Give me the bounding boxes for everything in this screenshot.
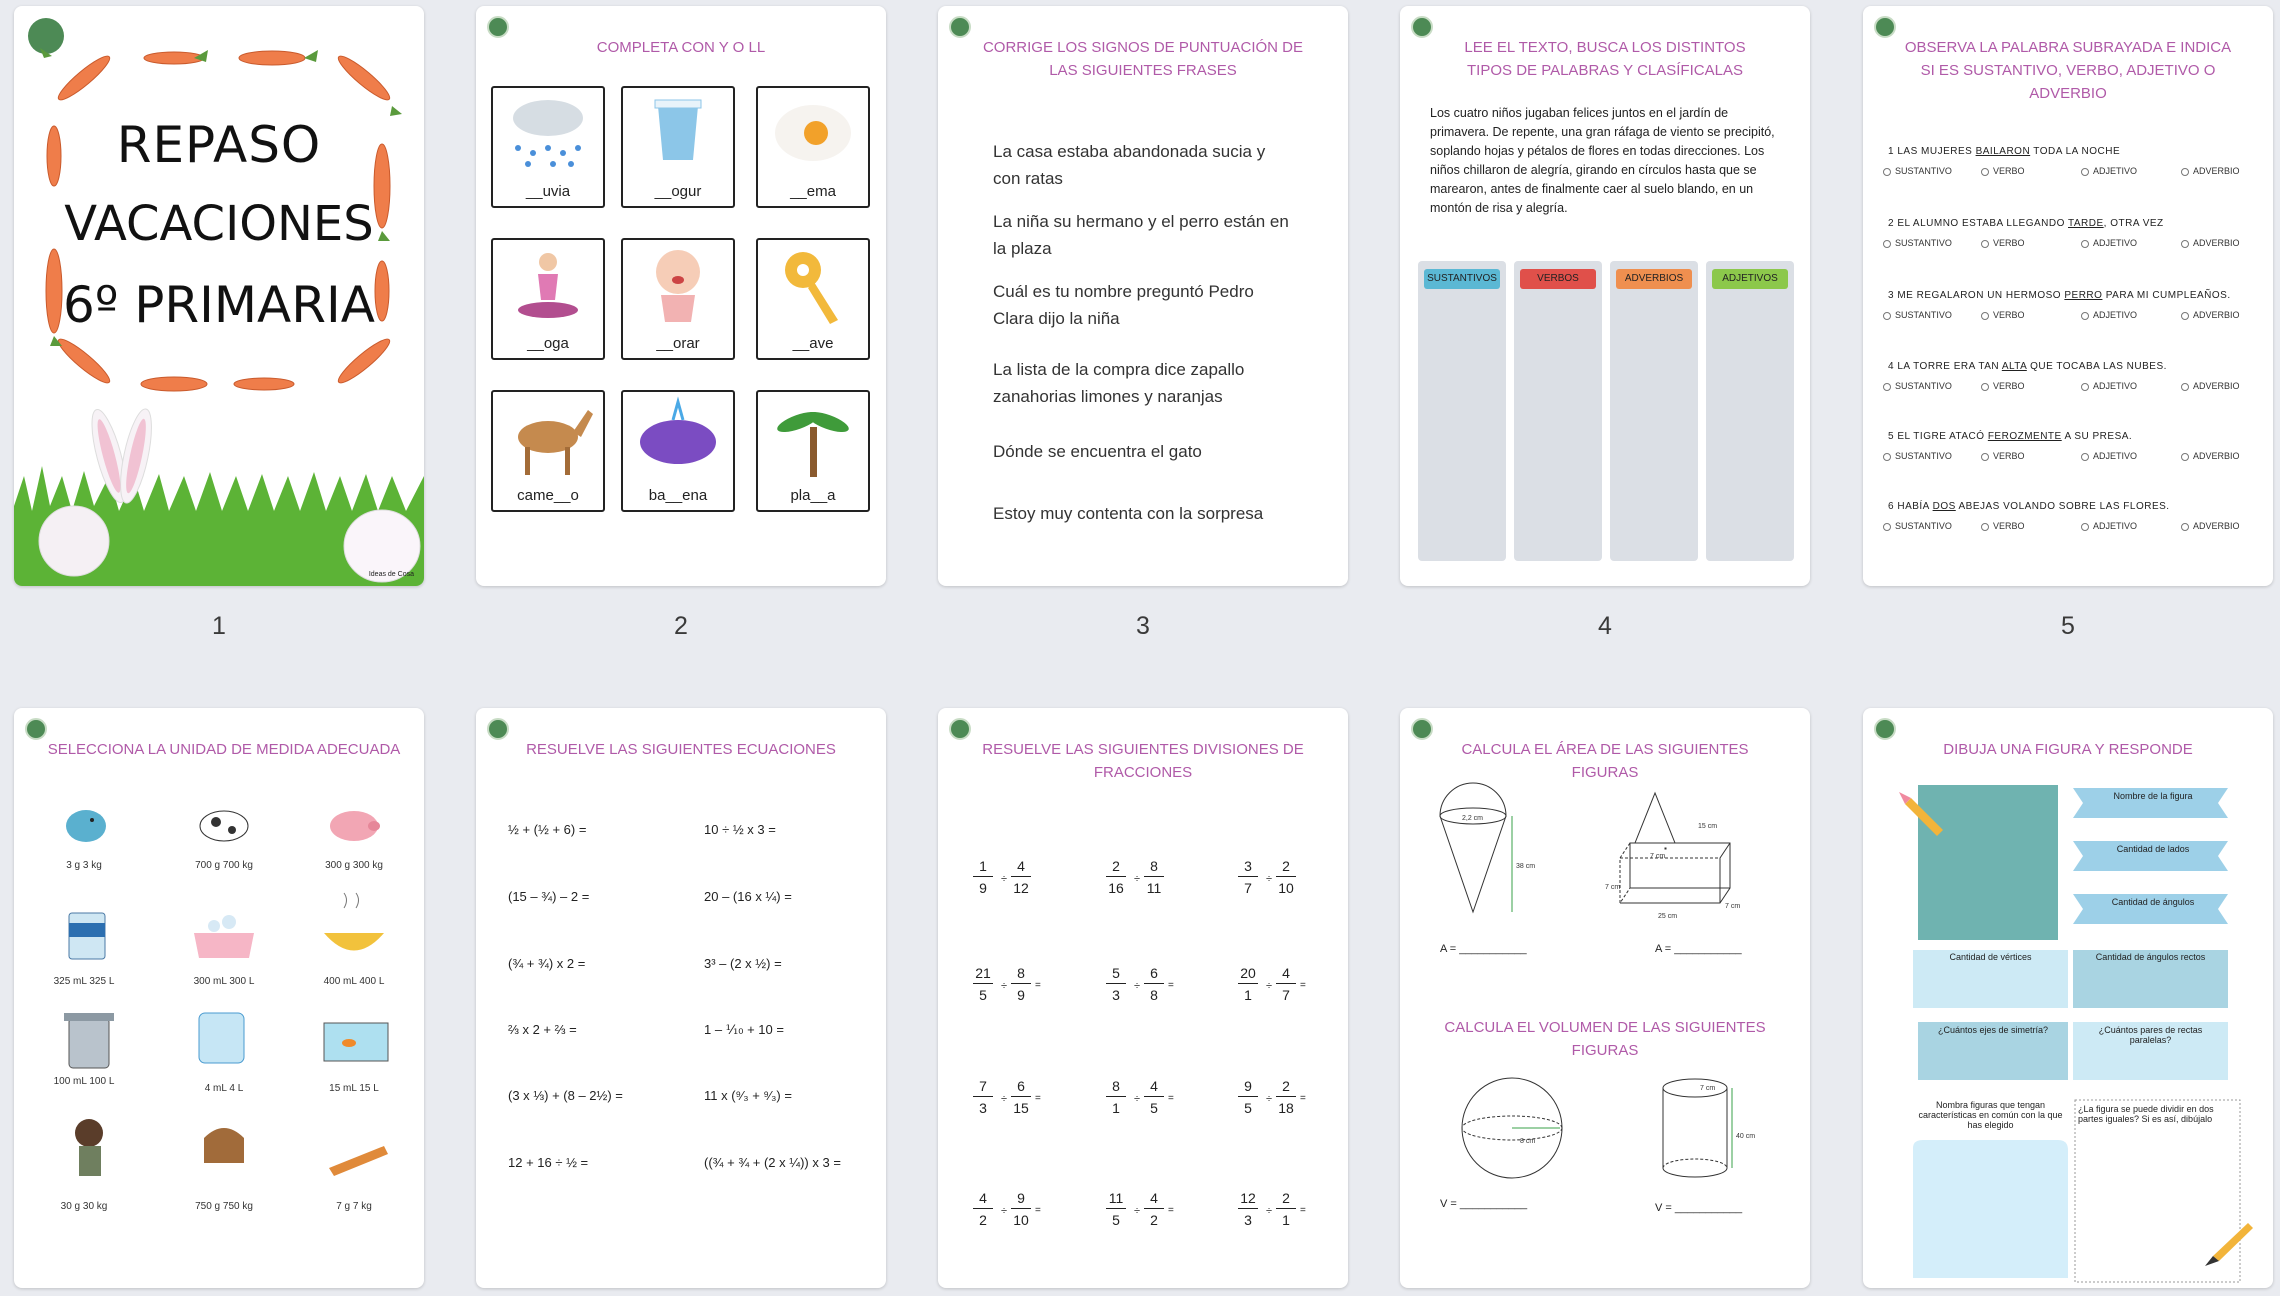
page-title: LEE EL TEXTO, BUSCA LOS DISTINTOS TIPOS DE PALABRAS Y CLASÍFICALAS bbox=[1464, 39, 1746, 79]
radio-option[interactable]: VERBO bbox=[1981, 310, 2025, 320]
radio-option[interactable]: SUSTANTIVO bbox=[1883, 451, 1952, 461]
key-icon bbox=[758, 240, 868, 330]
page-thumbnail-7[interactable] bbox=[476, 708, 886, 1288]
question-sentence: 5 EL TIGRE ATACÓ FEROZMENTE A SU PRESA. bbox=[1888, 431, 2133, 442]
volume-title: CALCULA EL VOLUMEN DE LAS SIGUIENTES FIGURAS bbox=[1444, 1019, 1766, 1059]
page-title: RESUELVE LAS SIGUIENTES ECUACIONES bbox=[526, 741, 836, 758]
page-thumbnail-1[interactable] bbox=[14, 6, 424, 586]
cow-icon bbox=[200, 811, 248, 841]
radio-option[interactable]: VERBO bbox=[1981, 521, 2025, 531]
camel-icon bbox=[493, 392, 603, 482]
unit-options[interactable]: 325 mL 325 L bbox=[53, 976, 115, 987]
page-number-4: 4 bbox=[1598, 612, 1612, 640]
bird-icon bbox=[66, 810, 106, 842]
page-number-3: 3 bbox=[1136, 612, 1150, 640]
yoga-icon bbox=[493, 240, 603, 330]
page-thumbnail-5[interactable] bbox=[1863, 6, 2273, 586]
column-sustantivos[interactable] bbox=[1418, 261, 1506, 561]
radio-option[interactable]: ADJETIVO bbox=[2081, 166, 2137, 176]
equation: 1 – ⅒ + 10 = bbox=[704, 1022, 784, 1037]
cylinder-figure bbox=[1663, 1079, 1732, 1177]
equation: ½ + (½ + 6) = bbox=[508, 822, 587, 837]
picture-tile bbox=[756, 390, 870, 512]
unit-options[interactable]: 3 g 3 kg bbox=[66, 860, 102, 871]
page-title: RESUELVE LAS SIGUIENTES DIVISIONES DE FRACCIONES bbox=[982, 741, 1304, 781]
soup-bowl-icon bbox=[324, 893, 384, 951]
equation: 3³ – (2 x ½) = bbox=[704, 956, 782, 971]
egg-icon bbox=[758, 88, 868, 178]
radio-option[interactable]: VERBO bbox=[1981, 238, 2025, 248]
label-dividir-partes: ¿La figura se puede dividir en dos partes iguales? Si es así, dibújalo bbox=[2078, 1104, 2214, 1124]
fraction-division: 20 1 ÷ 4 7 = bbox=[1238, 965, 1308, 1015]
prism-label: 7 cm bbox=[1605, 884, 1621, 891]
unit-options[interactable]: 700 g 700 kg bbox=[195, 860, 253, 871]
label-nombre-figura: Nombre de la figura bbox=[2113, 791, 2193, 801]
underlined-word: FEROZMENTE bbox=[1987, 431, 2062, 442]
unit-options[interactable]: 300 mL 300 L bbox=[193, 976, 255, 987]
aquarium-icon bbox=[324, 1023, 388, 1061]
cover-title-line3: 6º PRIMARIA bbox=[63, 276, 375, 334]
picture-tile bbox=[491, 238, 605, 360]
picture-tile bbox=[756, 238, 870, 360]
sphere-figure bbox=[1462, 1078, 1562, 1178]
area-answer[interactable]: A = ___________ bbox=[1440, 943, 1527, 955]
radio-option[interactable]: VERBO bbox=[1981, 451, 2025, 461]
radio-option[interactable]: ADVERBIO bbox=[2181, 381, 2240, 391]
page-number-2: 2 bbox=[674, 612, 688, 640]
radio-option[interactable]: ADJETIVO bbox=[2081, 238, 2137, 248]
radio-option[interactable]: ADJETIVO bbox=[2081, 521, 2137, 531]
word-blank: pla__a bbox=[790, 487, 836, 504]
cone-radius-label: 2,2 cm bbox=[1462, 815, 1484, 822]
palm-tree-icon bbox=[758, 392, 868, 482]
pencil-icon bbox=[329, 1146, 388, 1176]
prism-label: 25 cm bbox=[1658, 913, 1678, 920]
label-cantidad-lados: Cantidad de lados bbox=[2116, 844, 2190, 854]
page-thumbnail-3[interactable] bbox=[938, 6, 1348, 586]
radio-option[interactable]: SUSTANTIVO bbox=[1883, 310, 1952, 320]
page-title: CORRIGE LOS SIGNOS DE PUNTUACIÓN DE LAS SIGUIENTES FRASES bbox=[982, 39, 1304, 79]
radio-option[interactable]: ADJETIVO bbox=[2081, 310, 2137, 320]
word-blank: came__o bbox=[517, 487, 579, 504]
unit-options[interactable]: 4 mL 4 L bbox=[204, 1083, 244, 1094]
prism-label: 15 cm bbox=[1698, 823, 1718, 830]
page-number-1: 1 bbox=[212, 612, 226, 640]
prism-label: 7 cm bbox=[1725, 903, 1741, 910]
radio-option[interactable]: ADVERBIO bbox=[2181, 166, 2240, 176]
underlined-word: TARDE bbox=[2068, 218, 2104, 229]
page-title: COMPLETA CON Y O LL bbox=[596, 39, 766, 56]
fraction-division: 9 5 ÷ 2 18 = bbox=[1238, 1078, 1308, 1128]
word-blank: __uvia bbox=[525, 183, 571, 200]
area-answer[interactable]: A = ___________ bbox=[1655, 943, 1742, 955]
radio-option[interactable]: ADVERBIO bbox=[2181, 521, 2240, 531]
page-number-5: 5 bbox=[2061, 612, 2075, 640]
picture-tile bbox=[621, 390, 735, 512]
column-header: VERBOS bbox=[1520, 269, 1596, 289]
milk-can-icon bbox=[69, 913, 105, 959]
equation: 11 x (⁹⁄₃ + ⁹⁄₃) = bbox=[704, 1088, 792, 1103]
reading-text: Los cuatro niños jugaban felices juntos en el jardín de primavera. De repente, una gran ráfaga de viento se precipitó, soplando hojas y pétalos de flores en todas direcciones. Los niños chillaron de alegría, girando en círculos hasta que se marearon, antes de finalmente caer al suelo blando, en un montón de risa y alegría. bbox=[1430, 106, 1775, 215]
picture-tile bbox=[491, 86, 605, 208]
water-jug-icon bbox=[199, 1013, 244, 1063]
sentence: Cuál es tu nombre preguntó Pedro Clara dijo la niña bbox=[993, 282, 1254, 328]
label-figuras-comun: Nombra figuras que tengan características en común con la que has elegido bbox=[1918, 1100, 2063, 1130]
picture-tile bbox=[621, 238, 735, 360]
radio-option[interactable]: SUSTANTIVO bbox=[1883, 238, 1952, 248]
unit-options[interactable]: 300 g 300 kg bbox=[325, 860, 383, 871]
cover-credit: Ideas de Cosa bbox=[368, 571, 414, 578]
radio-option[interactable]: ADVERBIO bbox=[2181, 238, 2240, 248]
radio-option[interactable]: SUSTANTIVO bbox=[1883, 521, 1952, 531]
column-adverbios[interactable] bbox=[1610, 261, 1698, 561]
volume-answer[interactable]: V = ___________ bbox=[1440, 1198, 1528, 1210]
radio-option[interactable]: VERBO bbox=[1981, 381, 2025, 391]
underlined-word: ALTA bbox=[2001, 361, 2027, 372]
equation: 12 + 16 ÷ ½ = bbox=[508, 1155, 589, 1170]
page-title: SELECCIONA LA UNIDAD DE MEDIDA ADECUADA bbox=[47, 741, 401, 758]
word-blank: __ogur bbox=[654, 183, 702, 200]
sentence: La lista de la compra dice zapallo zanahorias limones y naranjas bbox=[993, 360, 1245, 406]
question-sentence: 2 EL ALUMNO ESTABA LLEGANDO TARDE, OTRA VEZ bbox=[1888, 218, 2164, 229]
cone-height-label: 38 cm bbox=[1516, 863, 1536, 870]
word-blank: __ema bbox=[790, 183, 836, 200]
label-cantidad-vertices: Cantidad de vértices bbox=[1949, 952, 2032, 962]
page-title: DIBUJA UNA FIGURA Y RESPONDE bbox=[1943, 741, 2193, 758]
equation: (3 x ⅓) + (8 – 2½) = bbox=[508, 1088, 623, 1103]
page-thumbnail-8[interactable] bbox=[938, 708, 1348, 1288]
unit-options[interactable]: 15 mL 15 L bbox=[329, 1083, 379, 1094]
fraction-division: 8 1 ÷ 4 5 = bbox=[1106, 1078, 1176, 1128]
radio-option[interactable]: ADJETIVO bbox=[2081, 381, 2137, 391]
unit-options[interactable]: 7 g 7 kg bbox=[336, 1201, 372, 1212]
word-blank: __ave bbox=[792, 335, 834, 352]
logo-icon bbox=[487, 16, 509, 38]
word-blank: __oga bbox=[527, 335, 569, 352]
logo-icon bbox=[949, 718, 971, 740]
fraction-division: 3 7 ÷ 2 10 bbox=[1238, 858, 1308, 908]
fraction-division: 1 9 ÷ 4 12 bbox=[973, 858, 1043, 908]
cover-title-line2: VACACIONES bbox=[64, 196, 374, 252]
unit-options[interactable]: 30 g 30 kg bbox=[60, 1201, 108, 1212]
page-thumbnail-2[interactable] bbox=[476, 6, 886, 586]
question-sentence: 1 LAS MUJERES BAILARON TODA LA NOCHE bbox=[1888, 146, 2121, 157]
volume-answer[interactable]: V = ___________ bbox=[1655, 1202, 1743, 1214]
fraction-division: 5 3 ÷ 6 8 = bbox=[1106, 965, 1176, 1015]
bread-icon bbox=[204, 1128, 244, 1163]
underlined-word: DOS bbox=[1932, 501, 1956, 512]
sphere-label: 8 cm bbox=[1520, 1138, 1536, 1145]
question-sentence: 4 LA TORRE ERA TAN ALTA QUE TOCABA LAS NUBES. bbox=[1888, 361, 2167, 372]
trash-can-icon bbox=[64, 1013, 114, 1068]
underlined-word: PERRO bbox=[2064, 290, 2103, 301]
fraction-division: 7 3 ÷ 6 15 = bbox=[973, 1078, 1043, 1128]
radio-option[interactable]: ADVERBIO bbox=[2181, 451, 2240, 461]
logo-icon bbox=[487, 718, 509, 740]
picture-tile bbox=[621, 86, 735, 208]
column-header: ADVERBIOS bbox=[1616, 269, 1692, 289]
column-header: SUSTANTIVOS bbox=[1424, 269, 1500, 289]
equation: ((¾ + ¾ + (2 x ¼)) x 3 = bbox=[704, 1155, 841, 1170]
sentence: Dónde se encuentra el gato bbox=[993, 442, 1202, 461]
bathtub-icon bbox=[194, 915, 254, 958]
unit-options[interactable]: 400 mL 400 L bbox=[323, 976, 385, 987]
radio-option[interactable]: ADJETIVO bbox=[2081, 451, 2137, 461]
cover-title-line1: REPASO bbox=[116, 116, 322, 174]
label-rectas-paralelas: ¿Cuántos pares de rectas paralelas? bbox=[2098, 1025, 2203, 1045]
page-title: CALCULA EL ÁREA DE LAS SIGUIENTES FIGURAS bbox=[1461, 741, 1749, 781]
fraction-division: 4 2 ÷ 9 10 = bbox=[973, 1190, 1043, 1240]
whale-icon bbox=[623, 392, 733, 482]
label-angulos-rectos: Cantidad de ángulos rectos bbox=[2095, 952, 2206, 962]
sentence: Estoy muy contenta con la sorpresa bbox=[993, 504, 1264, 523]
cone-figure bbox=[1440, 783, 1512, 912]
page-thumbnail-10[interactable] bbox=[1863, 708, 2273, 1288]
fraction-division: 2 16 ÷ 8 11 bbox=[1106, 858, 1176, 908]
word-blank: ba__ena bbox=[648, 487, 708, 504]
column-verbos[interactable] bbox=[1514, 261, 1602, 561]
equation: ⅔ x 2 + ⅔ = bbox=[508, 1022, 577, 1037]
radio-option[interactable]: SUSTANTIVO bbox=[1883, 166, 1952, 176]
unit-options[interactable]: 750 g 750 kg bbox=[195, 1201, 253, 1212]
page-thumbnail-6[interactable] bbox=[14, 708, 424, 1288]
cylinder-height-label: 40 cm bbox=[1736, 1133, 1756, 1140]
fraction-division: 11 5 ÷ 4 2 = bbox=[1106, 1190, 1176, 1240]
picture-tile bbox=[491, 390, 605, 512]
page-title: OBSERVA LA PALABRA SUBRAYADA E INDICA SI ES SUSTANTIVO, VERBO, ADJETIVO O ADVERBIO bbox=[1904, 39, 2232, 102]
question-sentence: 6 HABÍA DOS ABEJAS VOLANDO SOBRE LAS FLORES. bbox=[1888, 501, 2170, 512]
child-icon bbox=[75, 1119, 103, 1176]
picture-tile bbox=[756, 86, 870, 208]
yogurt-icon bbox=[623, 88, 733, 178]
sentence: La casa estaba abandonada sucia y con ratas bbox=[993, 142, 1266, 188]
pencil-icon bbox=[2205, 1223, 2253, 1266]
prism-figure bbox=[1620, 793, 1730, 903]
equation: 10 ÷ ½ x 3 = bbox=[704, 822, 776, 837]
page-thumbnail-4[interactable] bbox=[1400, 6, 1810, 586]
column-adjetivos[interactable] bbox=[1706, 261, 1794, 561]
crying-baby-icon bbox=[623, 240, 733, 330]
fraction-division: 12 3 ÷ 2 1 = bbox=[1238, 1190, 1308, 1240]
unit-options[interactable]: 100 mL 100 L bbox=[53, 1076, 115, 1087]
label-ejes-simetria: ¿Cuántos ejes de simetría? bbox=[1937, 1025, 2049, 1035]
logo-icon bbox=[1411, 16, 1433, 38]
prism-label: 7 cm bbox=[1650, 853, 1666, 860]
page-thumbnail-9[interactable] bbox=[1400, 708, 1810, 1288]
radio-option[interactable]: VERBO bbox=[1981, 166, 2025, 176]
radio-option[interactable]: ADVERBIO bbox=[2181, 310, 2240, 320]
question-sentence: 3 ME REGALARON UN HERMOSO PERRO PARA MI CUMPLEAÑOS. bbox=[1888, 290, 2231, 301]
rain-cloud-icon bbox=[493, 88, 603, 178]
fraction-division: 21 5 ÷ 8 9 = bbox=[973, 965, 1043, 1015]
label-cantidad-angulos: Cantidad de ángulos bbox=[2111, 897, 2195, 907]
column-header: ADJETIVOS bbox=[1712, 269, 1788, 289]
logo-icon bbox=[1874, 16, 1896, 38]
cylinder-radius-label: 7 cm bbox=[1700, 1085, 1716, 1092]
word-blank: __orar bbox=[656, 335, 700, 352]
pig-icon bbox=[330, 811, 380, 841]
equation: (¾ + ¾) x 2 = bbox=[508, 956, 586, 971]
sentence: La niña su hermano y el perro están en la plaza bbox=[993, 212, 1289, 258]
underlined-word: BAILARON bbox=[1975, 146, 2031, 157]
logo-icon bbox=[949, 16, 971, 38]
radio-option[interactable]: SUSTANTIVO bbox=[1883, 381, 1952, 391]
equation: (15 – ¾) – 2 = bbox=[508, 889, 590, 904]
equation: 20 – (16 x ¼) = bbox=[704, 889, 792, 904]
